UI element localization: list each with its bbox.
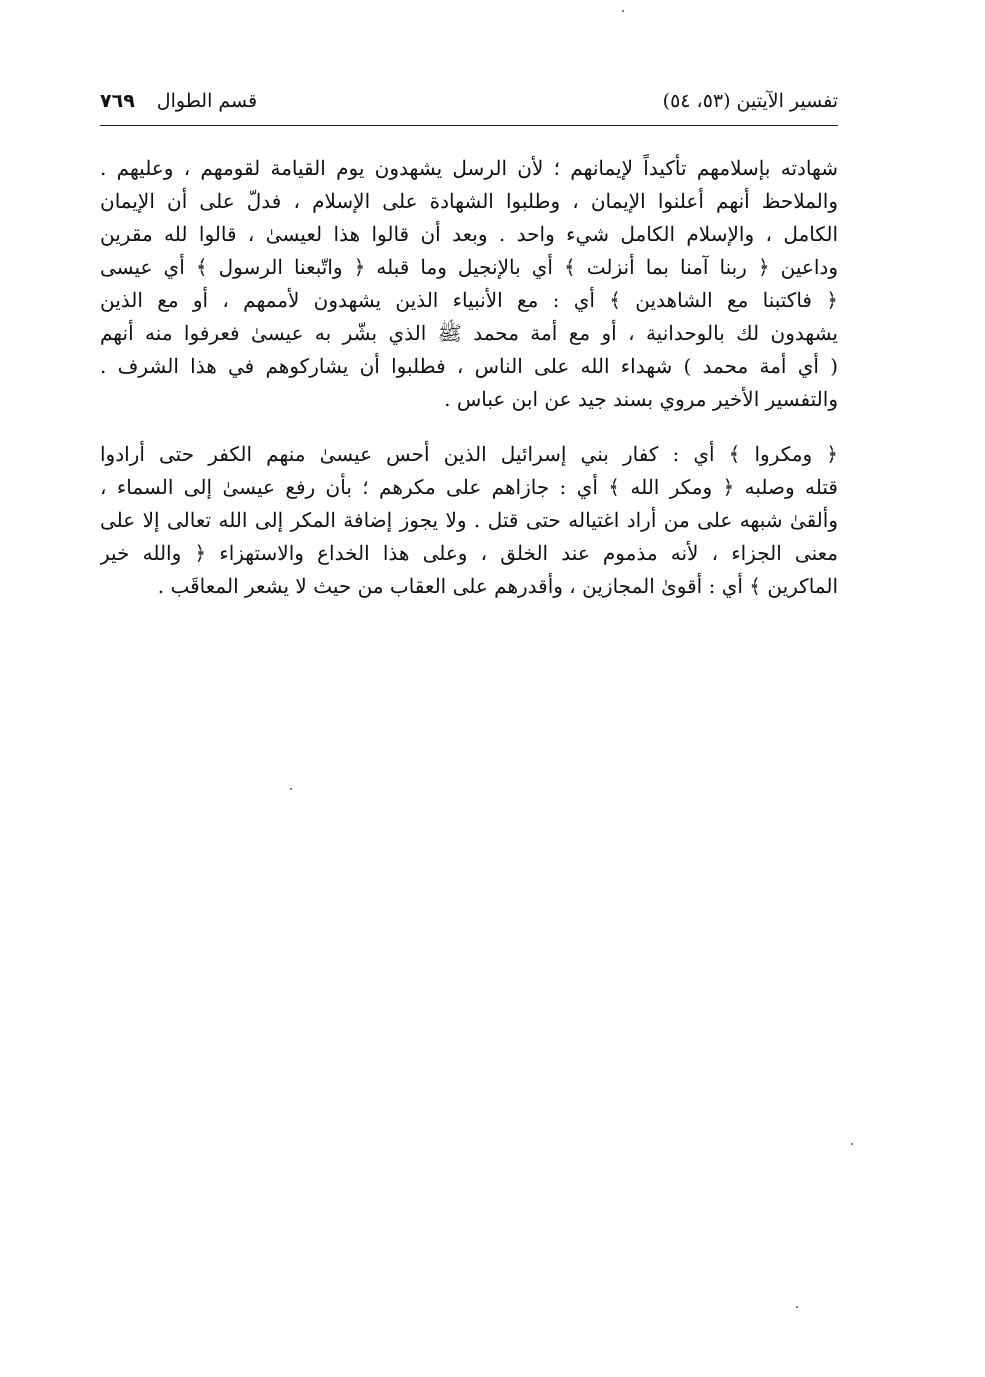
scan-speck	[851, 1143, 853, 1145]
text-line: الكامل ، والإسلام الكامل شيء واحد . وبعد أن قالوا هذا لعيسىٰ ، قالوا لله مقرين	[100, 222, 838, 246]
surah-title: تفسير الآيتين (٥٣، ٥٤)	[662, 90, 838, 112]
header-left-group	[100, 90, 257, 112]
scan-speck	[290, 788, 292, 790]
text-line: الماكرين ﴾ أي : أقوىٰ المجازين ، وأقدرهم على العقاب من حيث لا يشعر المعاقَب .	[157, 574, 838, 598]
text-line: والتفسير الأخير مروي بسند جيد عن ابن عباس .	[444, 387, 838, 411]
text-line: شهادته بإسلامهم تأكيداً لإيمانهم ؛ لأن الرسل يشهدون يوم القيامة لقومهم ، وعليهم .	[100, 156, 838, 180]
text-line: قتله وصلبه ﴿ ومكر الله ﴾ أي : جازاهم على مكرهم ؛ بأن رفع عيسىٰ إلى السماء ،	[100, 475, 838, 499]
text-line: وألقىٰ شبهه على من أراد اغتياله حتى قتل . ولا يجوز إضافة المكر إلى الله تعالى إلا على	[100, 508, 838, 532]
text-line: معنى الجزاء ، لأنه مذموم عند الخلق ، وعلى هذا الخداع والاستهزاء ﴿ والله خير	[100, 541, 838, 565]
paragraph-2	[100, 438, 838, 603]
commentary-body	[100, 152, 838, 603]
page-header	[100, 84, 838, 122]
text-line: والملاحظ أنهم أعلنوا الإيمان ، وطلبوا الشهادة على الإسلام ، فدلّ على أن الإيمان	[100, 189, 838, 213]
scan-speck	[796, 1306, 798, 1308]
text-line: يشهدون لك بالوحدانية ، أو مع أمة محمد ﷺ الذي بشّر به عيسىٰ فعرفوا منه أنهم	[100, 321, 838, 345]
text-line: ﴿ فاكتبنا مع الشاهدين ﴾ أي : مع الأنبياء الذين يشهدون لأممهم ، أو مع الذين	[100, 288, 838, 312]
paragraph-1	[100, 152, 838, 416]
page-number: ٧٦٩	[100, 90, 135, 112]
text-line: ( أي أمة محمد ) شهداء الله على الناس ، فطلبوا أن يشاركوهم في هذا الشرف .	[100, 354, 838, 378]
section-title: قسم الطوال	[156, 90, 258, 112]
header-divider	[100, 125, 838, 126]
scan-speck	[622, 10, 624, 12]
text-line: وداعين ﴿ ربنا آمنا بما أنزلت ﴾ أي بالإنجيل وما قبله ﴿ واتّبعنا الرسول ﴾ أي عيسى	[100, 255, 838, 279]
text-line: ﴿ ومكروا ﴾ أي : كفار بني إسرائيل الذين أحس عيسىٰ منهم الكفر حتى أرادوا	[100, 442, 838, 466]
